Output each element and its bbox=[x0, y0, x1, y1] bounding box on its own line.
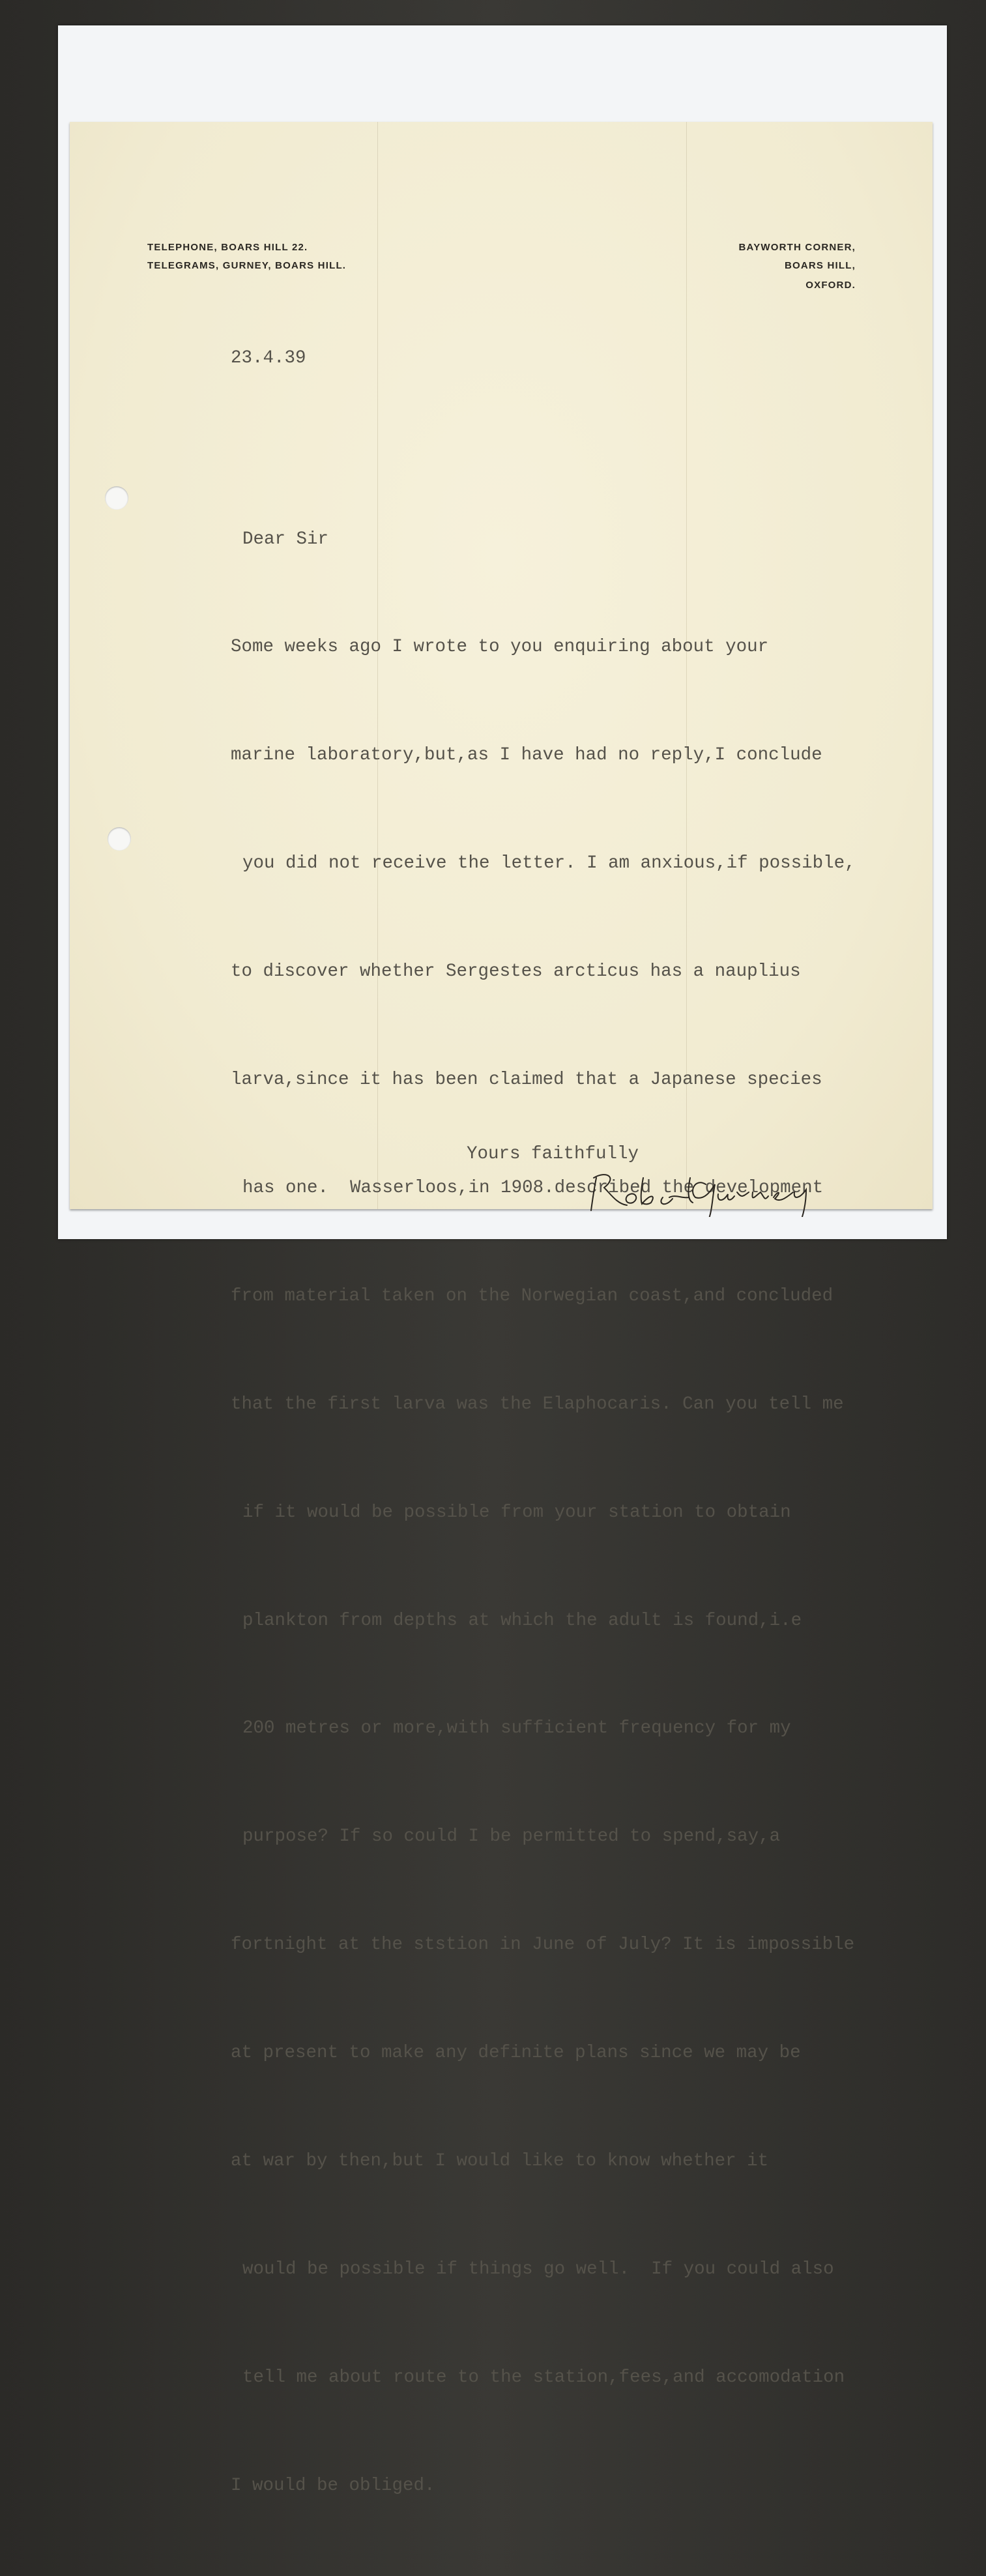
body-line: if it would be possible from your station to obtain bbox=[242, 1502, 791, 1523]
body-line: I would be obliged. bbox=[231, 2475, 435, 2496]
body-line: larva,since it has been claimed that a Japanese species bbox=[231, 1070, 822, 1090]
body-line: from material taken on the Norwegian coast,and concluded bbox=[231, 1285, 834, 1306]
body-line: fortnight at the ststion in June of July? It is impossible bbox=[231, 1935, 855, 1955]
body-line: Some weeks ago I wrote to you enquiring about your bbox=[231, 637, 769, 658]
letter-date: 23.4.39 bbox=[231, 348, 306, 368]
body-line: to discover whether Sergestes arcticus has a nauplius bbox=[231, 961, 801, 982]
letterhead-address-line: BOARS HILL, bbox=[784, 260, 856, 271]
letterhead-address-line: OXFORD. bbox=[805, 280, 856, 291]
body-line: marine laboratory,but,as I have had no reply,I conclude bbox=[231, 745, 822, 766]
letterhead-telegrams: TELEGRAMS, GURNEY, BOARS HILL. bbox=[147, 260, 347, 271]
letter-page bbox=[70, 122, 933, 2496]
letterhead-address-line: BAYWORTH CORNER, bbox=[738, 242, 856, 253]
closing: Yours faithfully bbox=[467, 1144, 639, 1164]
body-line: has one. Wasserloos,in 1908.described the development bbox=[242, 1177, 824, 1198]
body-line: plankton from depths at which the adult is found,i.e bbox=[242, 1610, 802, 1631]
letter-body bbox=[231, 449, 856, 2576]
punch-hole bbox=[105, 486, 128, 510]
body-line: tell me about route to the station,fees,and accomodation bbox=[242, 2367, 845, 2388]
body-line: 200 metres or more,with sufficient frequency for my bbox=[242, 1718, 791, 1739]
body-line: purpose? If so could I be permitted to spend,say,a bbox=[242, 1826, 781, 1847]
body-line: would be possible if things go well. If you could also bbox=[242, 2259, 834, 2279]
salutation: Dear Sir bbox=[242, 529, 329, 549]
punch-hole bbox=[108, 827, 131, 851]
body-line: you did not receive the letter. I am anxious,if possible, bbox=[242, 853, 856, 874]
letterhead-telephone: TELEPHONE, BOARS HILL 22. bbox=[147, 242, 308, 253]
body-line: that the first larva was the Elaphocaris. Can you tell me bbox=[231, 1394, 844, 1414]
handwritten-signature bbox=[578, 1158, 865, 1217]
body-line: at present to make any definite plans since we may be bbox=[231, 2043, 801, 2064]
body-line: at war by then,but I would like to know whether it bbox=[231, 2150, 769, 2171]
